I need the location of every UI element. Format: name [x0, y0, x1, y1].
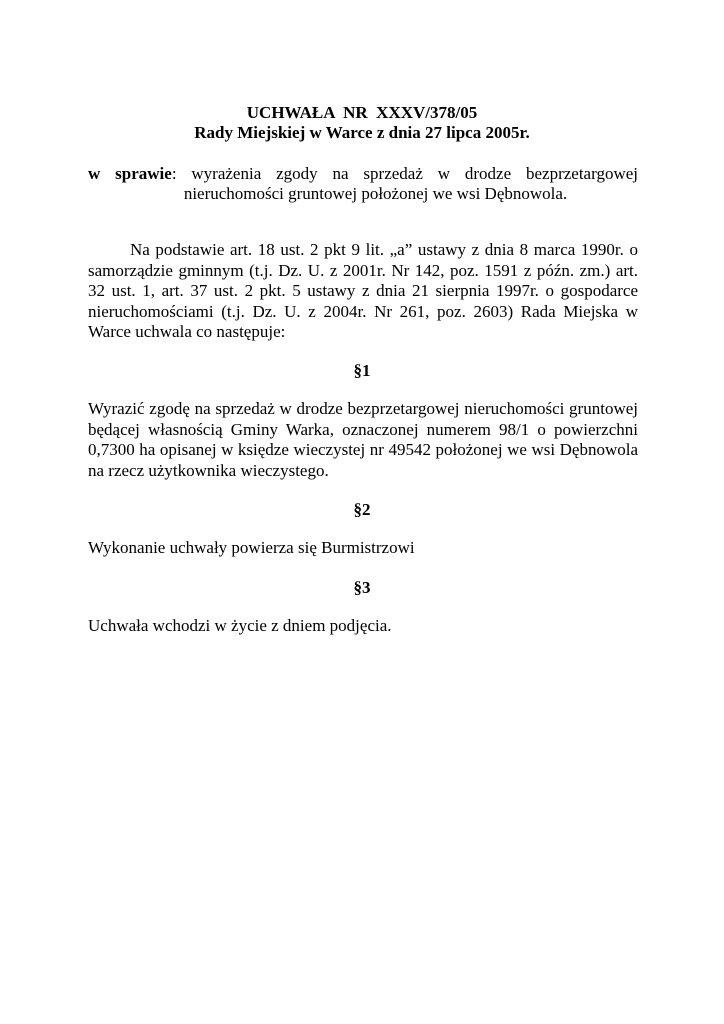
paragraph-line: Wyrazić zgodę na sprzedaż w drodze bezprzetargowej nieruchomości gruntowej: [88, 399, 638, 418]
section-2-heading: §2: [353, 500, 371, 519]
resolution-header: [0, 103, 724, 143]
paragraph-line: Na podstawie art. 18 ust. 2 pkt 9 lit. „a” ustawy z dnia 8 marca 1990r. o: [130, 240, 638, 259]
legal-basis-paragraph: [88, 240, 638, 343]
section-3-heading: §3: [353, 578, 371, 597]
resolution-subject: [88, 164, 638, 204]
section-1-text: [88, 399, 638, 481]
section-2-text: [88, 538, 638, 559]
paragraph-line: nieruchomościami (t.j. Dz. U. z 2004r. Nr 261, poz. 2603) Rada Miejska w: [88, 301, 638, 321]
resolution-number: UCHWAŁA NR XXXV/378/05: [246, 103, 478, 122]
section-3-text: [88, 616, 638, 637]
paragraph-line: 32 ust. 1, art. 37 ust. 2 pkt. 5 ustawy z dnia 21 sierpnia 1997r. o gospodarce: [88, 281, 638, 300]
paragraph-line: samorządzie gminnym (t.j. Dz. U. z 2001r. Nr 142, poz. 1591 z późn. zm.) art.: [88, 260, 638, 280]
subject-line-2: nieruchomości gruntowej położonej we wsi Dębnowola.: [183, 184, 568, 203]
section-1-heading: §1: [353, 361, 371, 380]
subject-text-1: : wyrażenia zgody na sprzedaż w drodze bezprzetargowej: [171, 164, 638, 183]
paragraph-line: na rzecz użytkownika wieczystego.: [88, 460, 329, 480]
paragraph-line: 0,7300 ha opisanej w księdze wieczystej nr 49542 położonej we wsi Dębnowola: [88, 440, 638, 459]
subject-prefix: w sprawie: [88, 164, 172, 183]
paragraph-line: będącej własnością Gminy Warka, oznaczonej numerem 98/1 o powierzchni: [88, 419, 638, 439]
paragraph-line: Wykonanie uchwały powierza się Burmistrzowi: [88, 538, 415, 557]
paragraph-line: Warce uchwala co następuje:: [88, 322, 286, 341]
paragraph-line: Uchwała wchodzi w życie z dniem podjęcia.: [88, 616, 392, 635]
resolution-council-date: Rady Miejskiej w Warce z dnia 27 lipca 2005r.: [194, 123, 530, 142]
subject-line-1: [88, 164, 638, 184]
